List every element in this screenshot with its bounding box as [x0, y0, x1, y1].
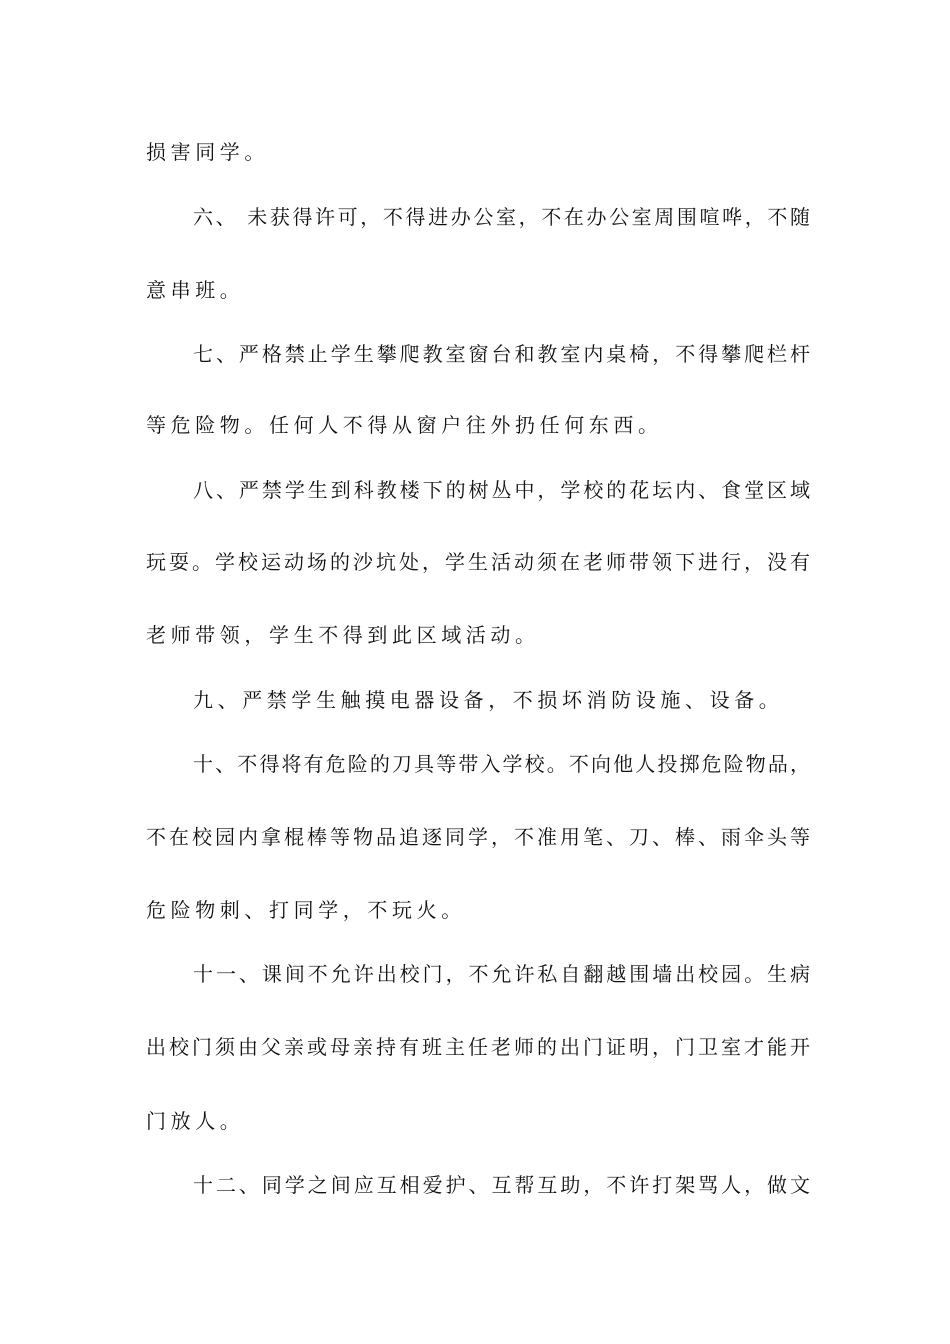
paragraph-ten-start: 十、不得将有危险的刀具等带入学校。不向他人投掷危险物品，: [193, 752, 810, 776]
text-line: 意串班。: [146, 278, 245, 302]
paragraph-eleven-start: 十一、课间不允许出校门，不允许私自翻越围墙出校园。生病: [193, 962, 810, 986]
paragraph-eight-start: 八、严禁学生到科教楼下的树丛中，学校的花坛内、食堂区域: [193, 478, 810, 502]
text-line: 门放人。: [146, 1109, 245, 1133]
paragraph-six-start: 六、 未获得许可，不得进办公室，不在办公室周围喧哗，不随: [193, 205, 810, 229]
text-line: 等危险物。任何人不得从窗户往外扔任何东西。: [146, 413, 663, 437]
paragraph-nine: 九、严禁学生触摸电器设备，不损坏消防设施、设备。: [193, 688, 784, 712]
text-line: 玩耍。学校运动场的沙坑处，学生活动须在老师带领下进行，没有: [146, 550, 810, 574]
text-line: 损害同学。: [146, 140, 269, 164]
paragraph-twelve-start: 十二、同学之间应互相爱护、互帮互助，不许打架骂人，做文: [193, 1173, 810, 1197]
text-line: 危险物刺、打同学，不玩火。: [146, 898, 466, 922]
text-line: 出校门须由父亲或母亲持有班主任老师的出门证明，门卫室才能开: [146, 1035, 810, 1059]
text-line: 不在校园内拿棍棒等物品追逐同学，不准用笔、刀、棒、雨伞头等: [146, 825, 810, 849]
paragraph-seven-start: 七、严格禁止学生攀爬教室窗台和教室内桌椅，不得攀爬栏杆: [193, 342, 810, 366]
text-line: 老师带领，学生不得到此区域活动。: [146, 623, 540, 647]
